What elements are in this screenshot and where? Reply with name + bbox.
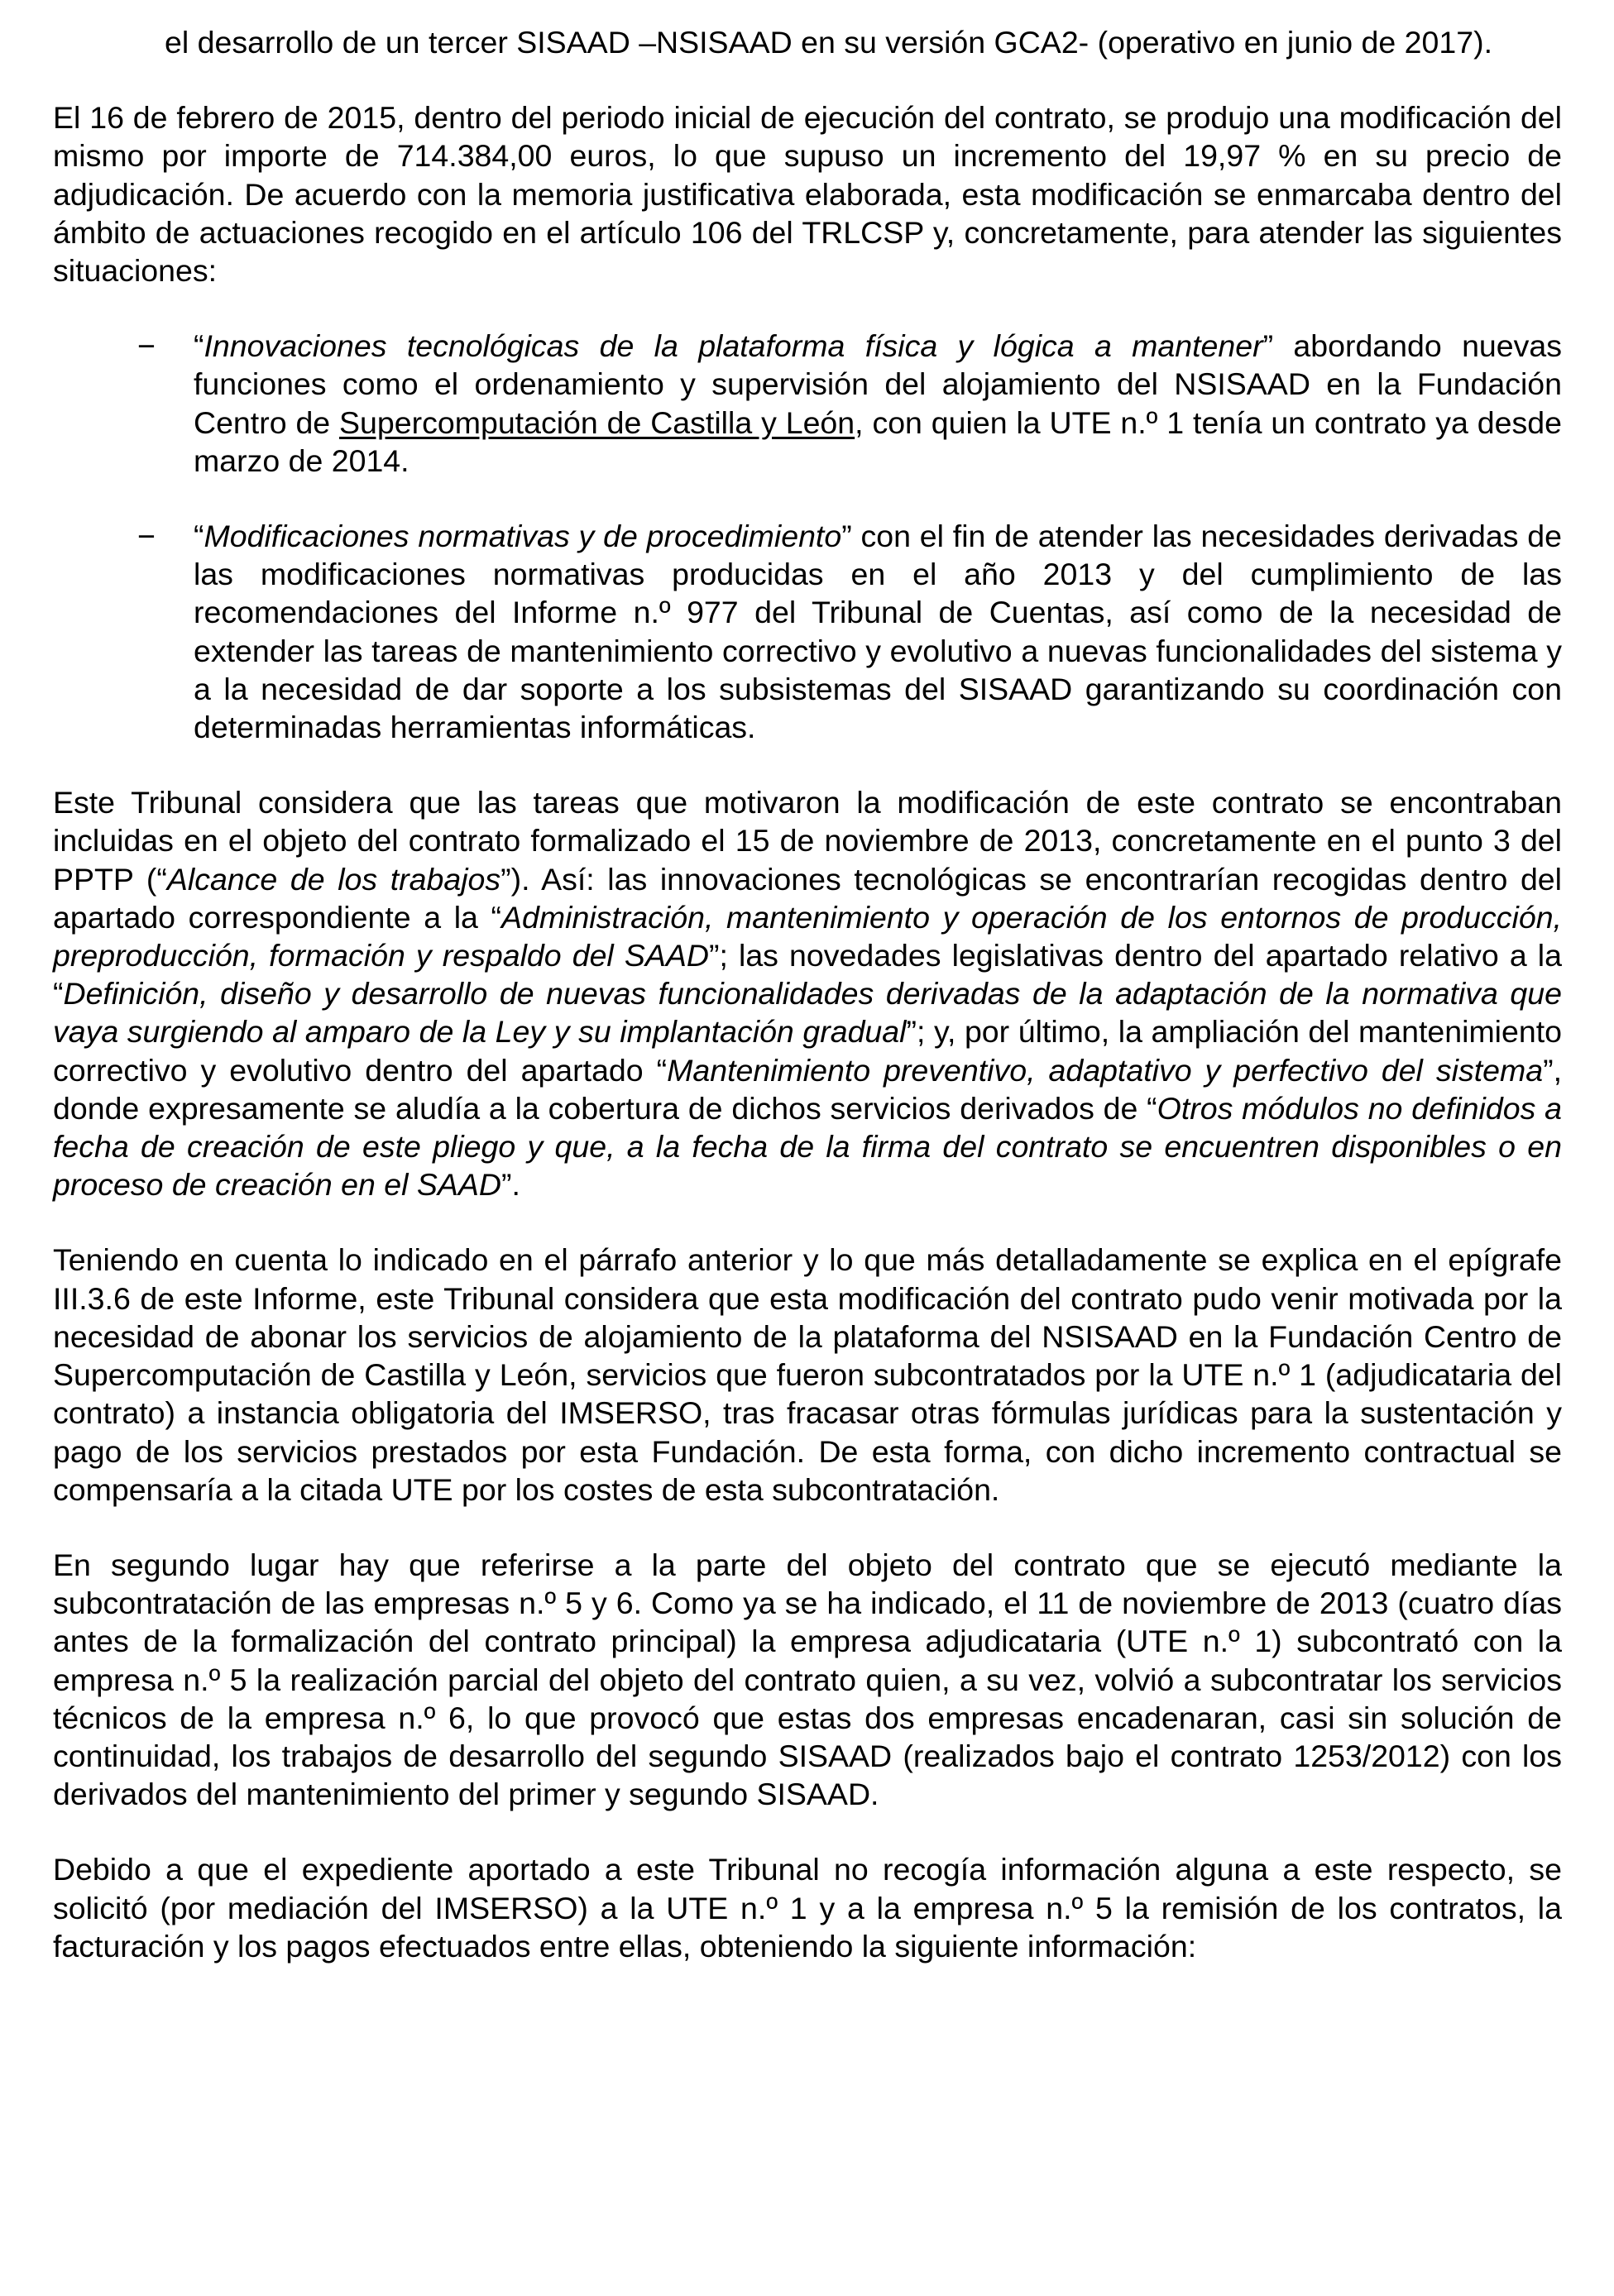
teniendo-paragraph: Teniendo en cuenta lo indicado en el párrafo anterior y lo que más detalladamente se explica en el epígrafe III.3.6 de este Informe, este Tribunal considera que esta modificación del contrato pudo venir motivada por la necesidad de abonar los servicios de alojamiento de la plataforma del NSISAAD en la Fundación Centro de Supercomputación de Castilla y León, servicios que fueron subcontratados por la UTE n.º 1 (adjudicataria del contrato) a instancia obligatoria del IMSERSO, tras fracasar otras fórmulas jurídicas para la sustentación y pago de los servicios prestados por esta Fundación. De esta forma, con dicho incremento contractual se compensaría a la citada UTE por los costes de esta subcontratación. [53, 1242, 1562, 1507]
dash-bullet-icon: − [137, 328, 156, 364]
bullet-text: “Modificaciones normativas y de procedimiento” con el fin de atender las necesidades derivadas de las modificaciones normativas producidas en el año 2013 y del cumplimiento de las recomendaciones del Informe n.º 977 del Tribunal de Cuentas, así como de la necesidad de extender las tareas de mantenimiento correctivo y evolutivo a nuevas funcionalidades del sistema y a la necesidad de dar soporte a los subsistemas del SISAAD garantizando su coordinación con determinadas herramientas informáticas. [194, 519, 1562, 745]
underlined-reference: Supercomputación de Castilla y León [339, 404, 855, 440]
dash-bullet-icon: − [137, 519, 156, 554]
quoted-section: Alcance de los trabajos [166, 861, 501, 897]
debido-paragraph: Debido a que el expediente aportado a este Tribunal no recogía información alguna a este respecto, se solicitó (por mediación del IMSERSO) a la UTE n.º 1 y a la empresa n.º 5 la remisión de los contratos, la facturación y los pagos efectuados entre ellas, obteniendo la siguiente información: [53, 1852, 1562, 1964]
quoted-section: Definición, diseño y desarrollo de nuevas funcionalidades derivadas de la adaptación de la normativa que vaya surgiendo al amparo de la Ley y su implantación gradual [53, 976, 1562, 1050]
document-page [53, 23, 1562, 1965]
segundo-lugar-paragraph: En segundo lugar hay que referirse a la parte del objeto del contrato que se ejecutó mediante la subcontratación de las empresas n.º 5 y 6. Como ya se ha indicado, el 11 de noviembre de 2013 (cuatro días antes de la formalización del contrato principal) la empresa adjudicataria (UTE n.º 1) subcontrató con la empresa n.º 5 la realización parcial del objeto del contrato quien, a su vez, volvió a subcontratar los servicios técnicos de la empresa n.º 6, lo que provocó que estas dos empresas encadenaran, casi sin solución de continuidad, los trabajos de desarrollo del segundo SISAAD (realizados bajo el contrato 1253/2012) con los derivados del mantenimiento del primer y segundo SISAAD. [53, 1547, 1562, 1812]
tribunal-paragraph: Este Tribunal considera que las tareas que motivaron la modificación de este contrato se encontraban incluidas en el objeto del contrato formalizado el 15 de noviembre de 2013, concretamente en el punto 3 del PPTP (“Alcance de los trabajos”). Así: las innovaciones tecnológicas se encontrarían recogidas dentro del apartado correspondiente a la “Administración, mantenimiento y operación de los entornos de producción, preproducción, formación y respaldo del SAAD”; las novedades legislativas dentro del apartado relativo a la “Definición, diseño y desarrollo de nuevas funcionalidades derivadas de la adaptación de la normativa que vaya surgiendo al amparo de la Ley y su implantación gradual”; y, por último, la ampliación del mantenimiento correctivo y evolutivo dentro del apartado “Mantenimiento preventivo, adaptativo y perfectivo del sistema”, donde expresamente se aludía a la cobertura de dichos servicios derivados de “Otros módulos no definidos a fecha de creación de este pliego y que, a la fecha de la firma del contrato se encuentren disponibles o en proceso de creación en el SAAD”. [53, 785, 1562, 1203]
bullet-title: Innovaciones tecnológicas de la plataforma física y lógica a mantener [204, 328, 1263, 364]
bullet-item-innovaciones [137, 327, 1562, 480]
quoted-section: Administración, mantenimiento y operación de los entornos de producción, preproducción, formación y respaldo del SAAD [53, 899, 1562, 973]
bullet-text: “Innovaciones tecnológicas de la plataforma física y lógica a mantener” abordando nuevas funciones como el ordenamiento y supervisión del alojamiento del NSISAAD en la Fundación Centro de Supercomputación de Castilla y León, con quien la UTE n.º 1 tenía un contrato ya desde marzo de 2014. [194, 328, 1562, 478]
quoted-section: Otros módulos no definidos a fecha de creación de este pliego y que, a la fecha de la firma del contrato se encuentren disponibles o en proceso de creación en el SAAD [53, 1090, 1562, 1203]
modification-paragraph: El 16 de febrero de 2015, dentro del periodo inicial de ejecución del contrato, se produjo una modificación del mismo por importe de 714.384,00 euros, lo que supuso un incremento del 19,97 % en su precio de adjudicación. De acuerdo con la memoria justificativa elaborada, esta modificación se enmarcaba dentro del ámbito de actuaciones recogido en el artículo 106 del TRLCSP y, concretamente, para atender las siguientes situaciones: [53, 100, 1562, 289]
bullet-title: Modificaciones normativas y de procedimiento [204, 519, 842, 554]
continuation-paragraph: el desarrollo de un tercer SISAAD –NSISAAD en su versión GCA2- (operativo en junio de 2017). [165, 25, 1492, 60]
bullet-item-modificaciones [137, 517, 1562, 746]
quoted-section: Mantenimiento preventivo, adaptativo y perfectivo del sistema [667, 1052, 1544, 1088]
